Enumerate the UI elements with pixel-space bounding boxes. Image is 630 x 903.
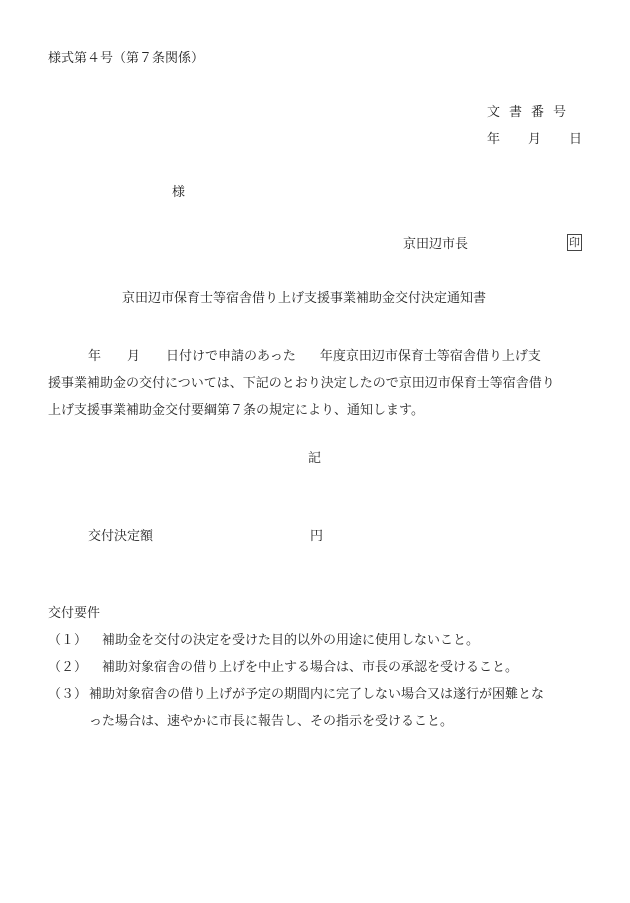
- requirements-heading: 交付要件: [48, 606, 101, 621]
- body-line-1: [48, 343, 583, 370]
- requirement-item: [48, 661, 518, 674]
- issuer-name: 京田辺市長: [403, 237, 469, 252]
- requirement-item: [48, 634, 479, 647]
- form-number: 様式第４号（第７条関係）: [48, 51, 205, 66]
- document-title: 京田辺市保育士等宿舎借り上げ支援事業補助金交付決定通知書: [122, 291, 487, 306]
- issue-date: [487, 133, 582, 146]
- body-year-label: 年: [88, 349, 102, 364]
- body-application-text: 日付けで申請のあった: [166, 349, 296, 364]
- date-month-label: 月: [527, 132, 541, 147]
- date-year-label: 年: [487, 132, 501, 147]
- requirement-number: （２）: [48, 660, 88, 675]
- recipient-honorific: 様: [172, 185, 186, 200]
- requirement-text: 補助対象宿舎の借り上げを中止する場合は、市長の承認を受けること。: [102, 660, 519, 675]
- requirement-text-continuation: った場合は、速やかに市長に報告し、その指示を受けること。: [89, 714, 454, 729]
- requirement-text: 補助金を交付の決定を受けた目的以外の用途に使用しないこと。: [102, 633, 480, 648]
- seal-mark: 印: [569, 236, 580, 249]
- requirement-item: [48, 688, 544, 701]
- requirement-number: （１）: [48, 633, 88, 648]
- requirement-number: （３）: [48, 687, 88, 702]
- document-number-label: 文書番号: [487, 105, 576, 120]
- grant-amount-label: 交付決定額: [88, 529, 154, 544]
- ki-heading: 記: [308, 451, 322, 466]
- body-line-3: 上げ支援事業補助金交付要綱第７条の規定により、通知します。: [48, 403, 424, 418]
- body-line-2: 援事業補助金の交付については、下記のとおり決定したので京田辺市保育士等宿舎借り: [48, 376, 555, 391]
- date-day-label: 日: [568, 132, 582, 147]
- grant-amount-unit: 円: [310, 529, 324, 544]
- body-paragraph: [48, 343, 583, 424]
- body-fiscal-year-text: 年度京田辺市保育士等宿舎借り上げ支: [319, 349, 541, 364]
- requirement-text: 補助対象宿舎の借り上げが予定の期間内に完了しない場合又は遂行が困難とな: [89, 687, 545, 702]
- body-month-label: 月: [127, 349, 141, 364]
